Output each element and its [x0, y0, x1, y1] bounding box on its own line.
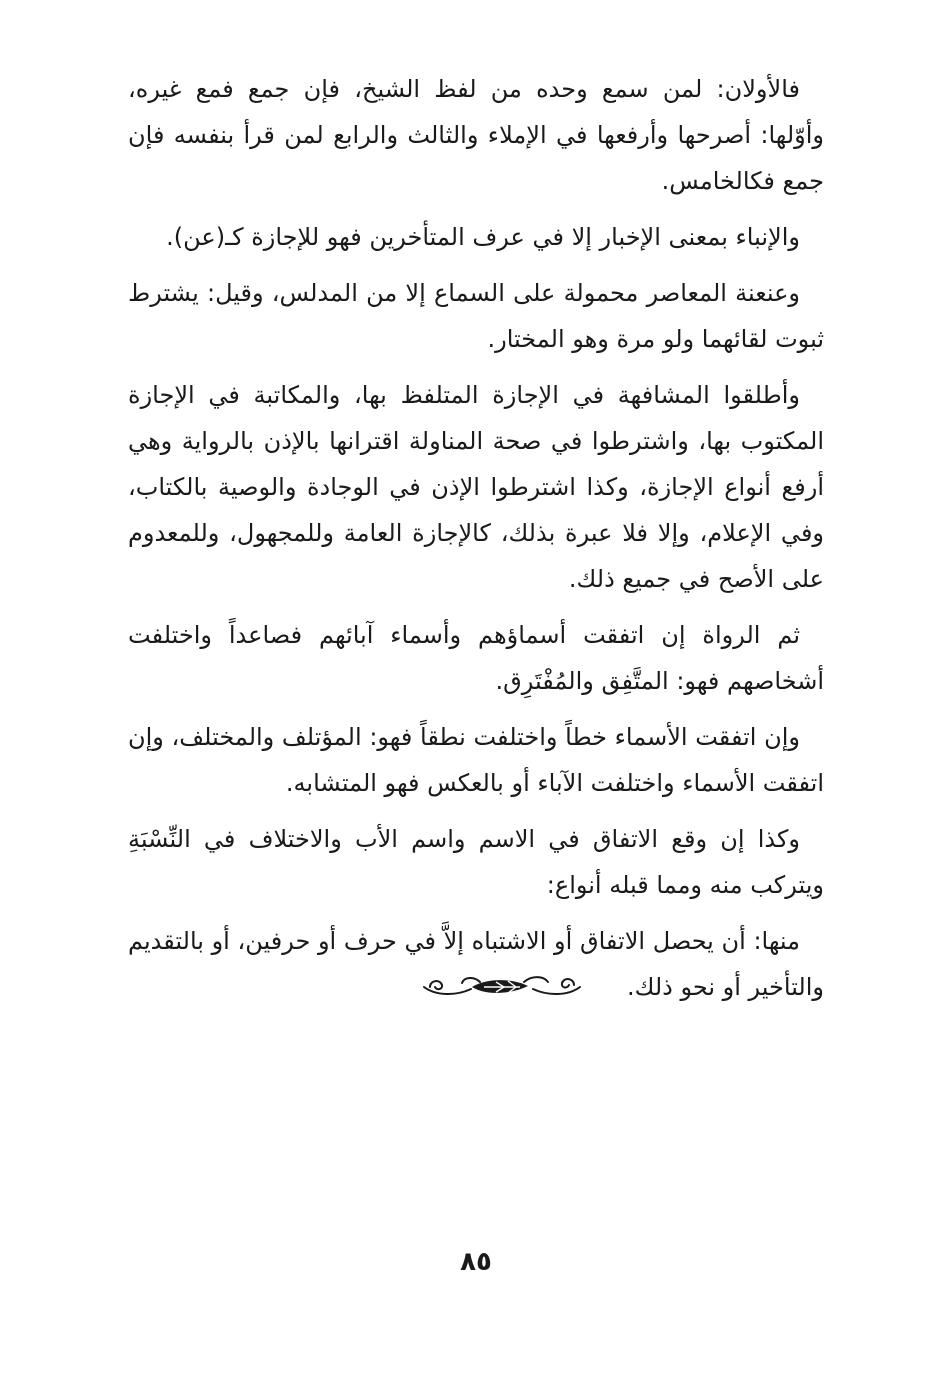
decorative-flourish-icon: [416, 970, 588, 1004]
paragraph: وإن اتفقت الأسماء خطاً واختلفت نطقاً فهو: المؤتلف والمختلف، وإن اتفقت الأسماء واختلفت الآباء أو بالعكس فهو المتشابه.: [128, 723, 824, 797]
paragraph: فالأولان: لمن سمع وحده من لفظ الشيخ، فإن جمع فمع غيره، وأوّلها: أصرحها وأرفعها في الإملاء والثالث والرابع لمن قرأ بنفسه فإن جمع فكالخامس.: [128, 75, 824, 195]
paragraph: والإنباء بمعنى الإخبار إلا في عرف المتأخرين فهو للإجازة كـ(عن).: [166, 223, 800, 251]
paragraph: وكذا إن وقع الاتفاق في الاسم واسم الأب والاختلاف في النِّسْبَةِ ويتركب منه ومما قبله أنواع:: [128, 825, 824, 899]
paragraph: ثم الرواة إن اتفقت أسماؤهم وأسماء آبائهم فصاعداً واختلفت أشخاصهم فهو: المتَّفِق والمُفْتَرِق.: [128, 621, 824, 695]
paragraph: وعنعنة المعاصر محمولة على السماع إلا من المدلس، وقيل: يشترط ثبوت لقائهما ولو مرة وهو المختار.: [128, 279, 824, 353]
page-number: ٨٥: [460, 1247, 492, 1277]
paragraph: منها: أن يحصل الاتفاق أو الاشتباه إلاَّ في حرف أو حرفين، أو بالتقديم والتأخير أو نحو ذلك.: [128, 927, 824, 1001]
body-text: [128, 66, 824, 1010]
paragraph: وأطلقوا المشافهة في الإجازة المتلفظ بها، والمكاتبة في الإجازة المكتوب بها، واشترطوا في صحة المناولة اقترانها بالإذن بالرواية وهي أرفع أنواع الإجازة، وكذا اشترطوا الإذن في الوجادة والوصية بالكتاب، وفي الإعلام، وإلا فلا عبرة بذلك، كالإجازة العامة وللمجهول، وللمعدوم على الأصح في جميع ذلك.: [128, 381, 824, 593]
